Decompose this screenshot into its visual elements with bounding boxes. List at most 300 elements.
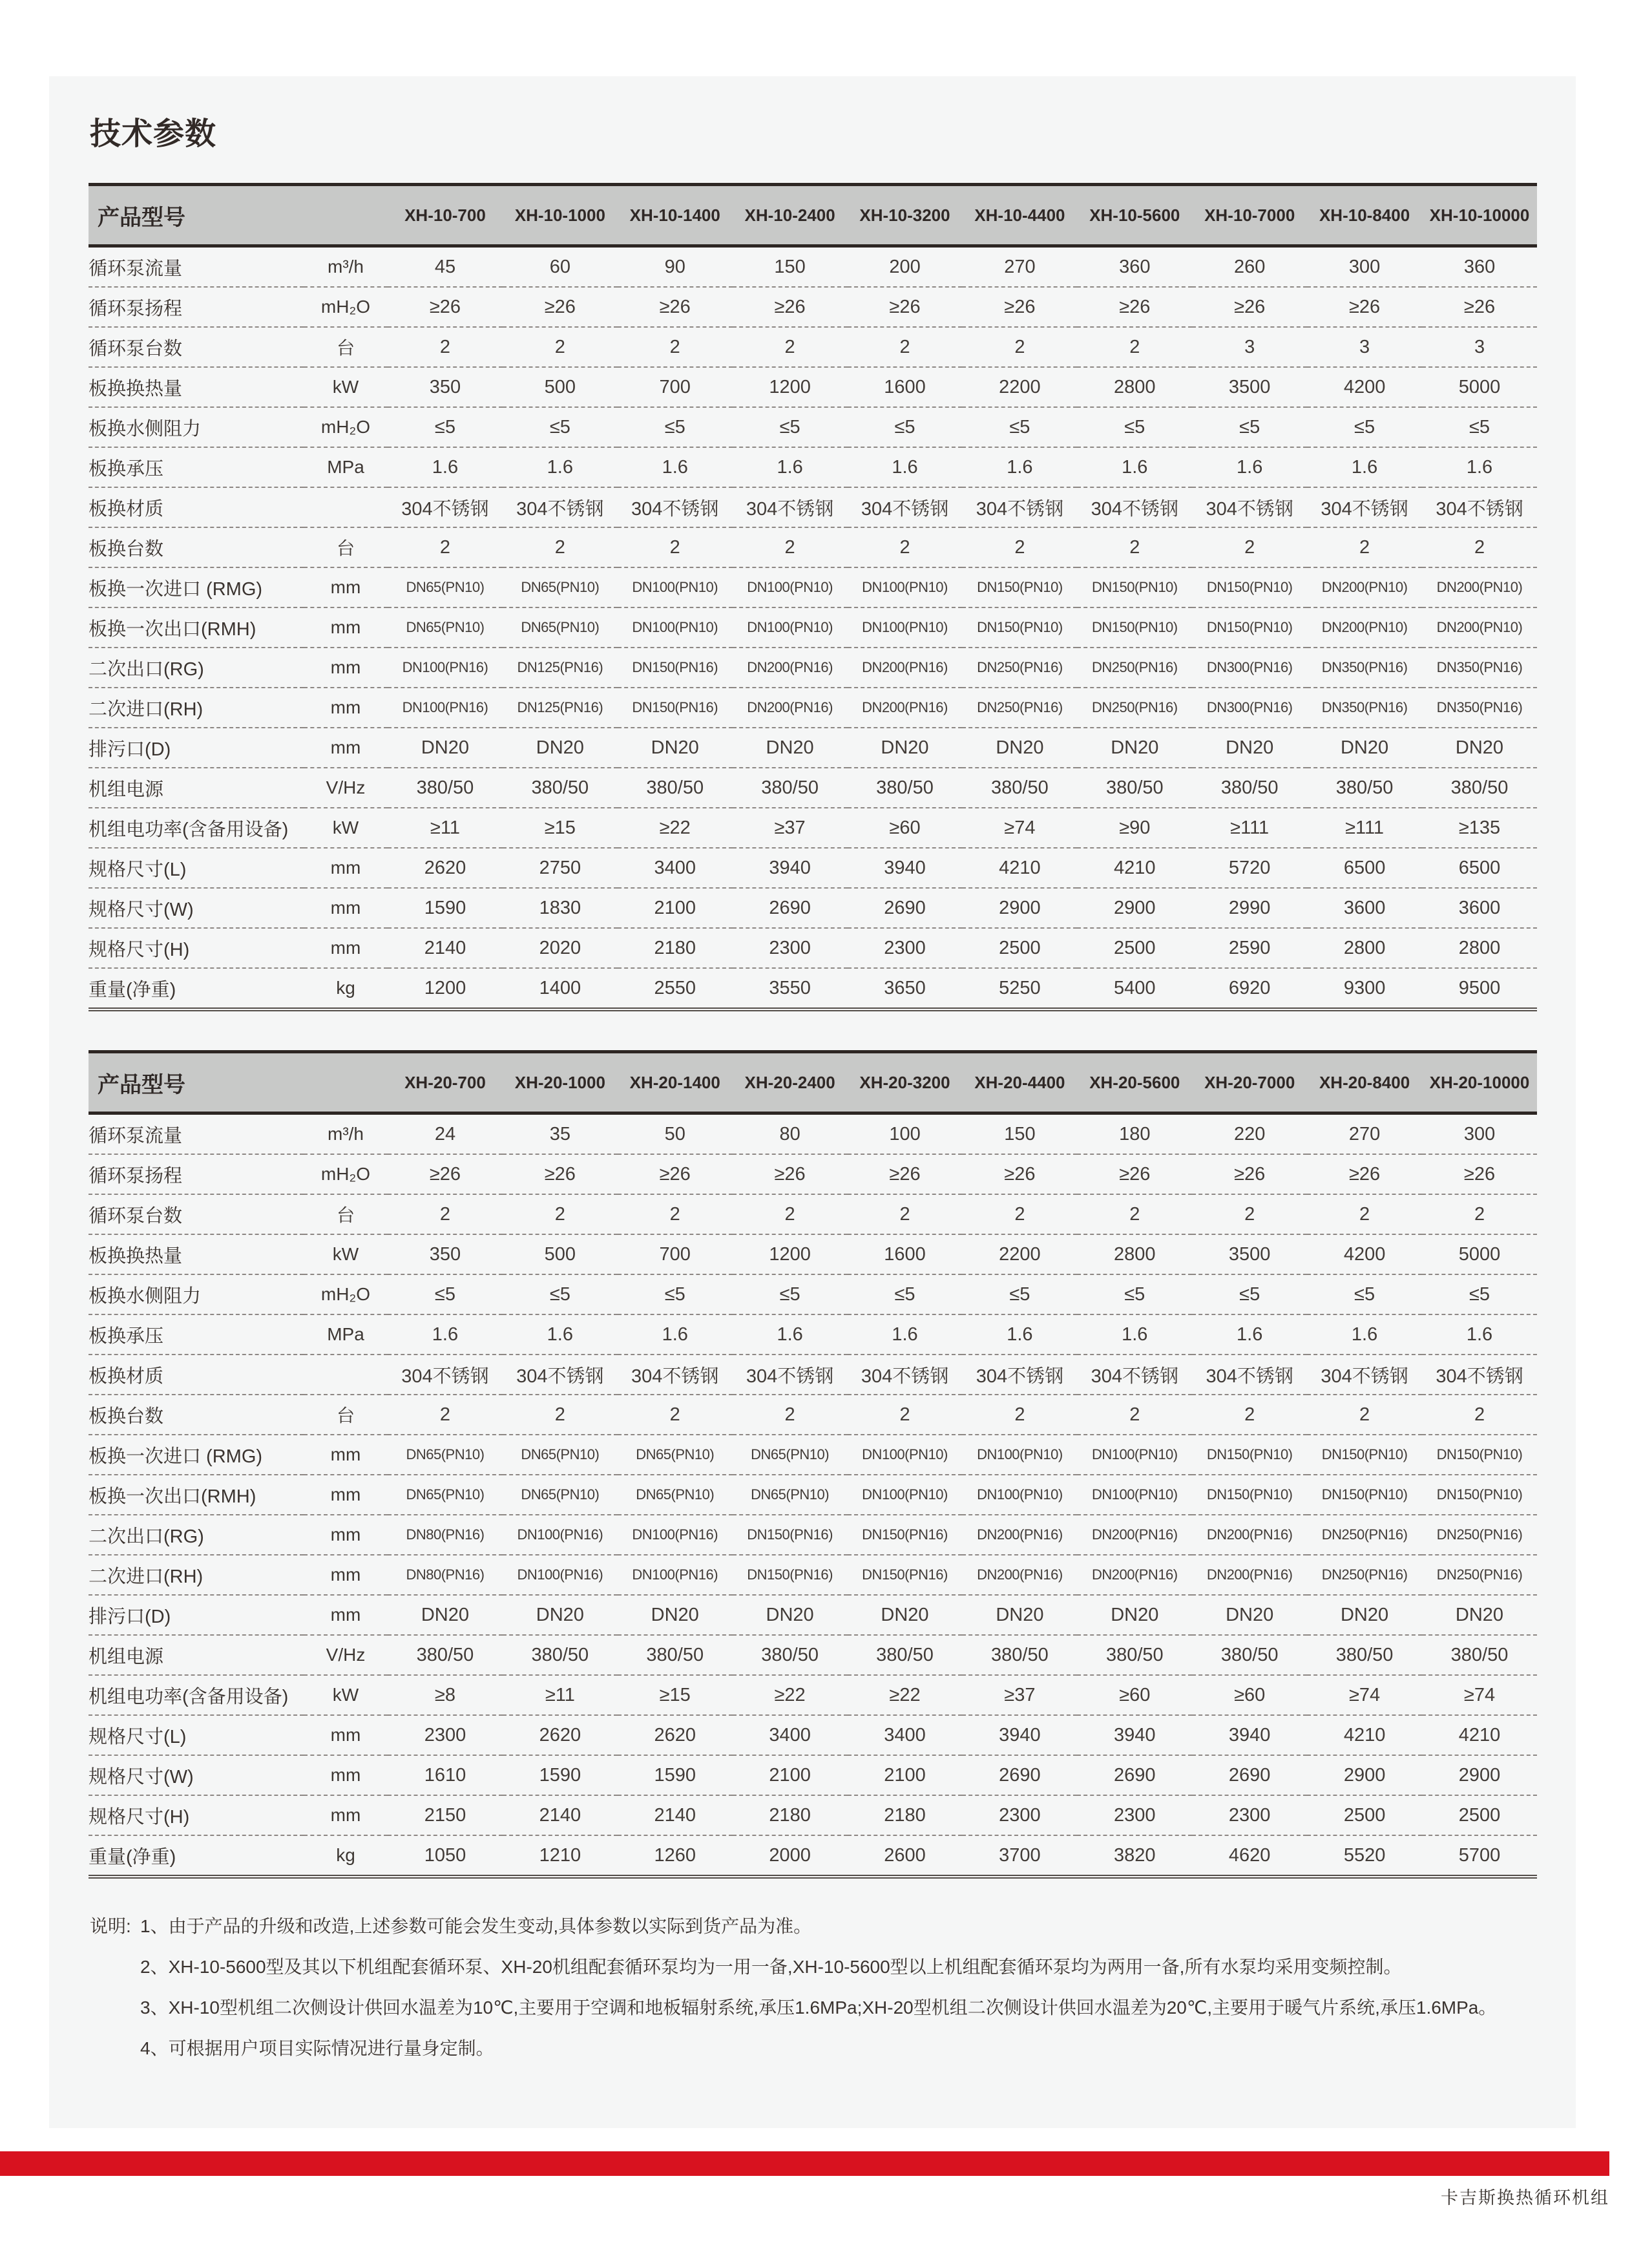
spec-row <box>89 1154 1537 1194</box>
param-value: DN20 <box>1307 728 1422 768</box>
param-value: 304不锈钢 <box>388 487 503 527</box>
param-value: 2 <box>962 1194 1077 1234</box>
param-label: 规格尺寸(W) <box>89 1755 304 1795</box>
param-value: 2200 <box>962 367 1077 407</box>
param-value: 2180 <box>618 928 733 968</box>
param-value: DN20 <box>1422 728 1537 768</box>
model-column-header: XH-10-3200 <box>848 185 963 246</box>
model-column-header: XH-20-7000 <box>1192 1052 1307 1113</box>
param-value: DN200(PN16) <box>962 1515 1077 1555</box>
model-column-header: XH-10-4400 <box>962 185 1077 246</box>
param-value: DN150(PN16) <box>848 1555 963 1595</box>
param-value: 2500 <box>1307 1795 1422 1835</box>
param-value: 304不锈钢 <box>618 1355 733 1395</box>
param-value: 304不锈钢 <box>962 1355 1077 1395</box>
param-value: ≥60 <box>848 808 963 848</box>
param-unit: V/Hz <box>304 768 388 808</box>
param-label: 规格尺寸(W) <box>89 888 304 928</box>
param-value: 2 <box>733 327 848 367</box>
spec-row <box>89 928 1537 968</box>
param-unit: mm <box>304 567 388 607</box>
param-value: ≤5 <box>848 1274 963 1314</box>
product-model-header: 产品型号 <box>89 185 304 246</box>
spec-row <box>89 1675 1537 1715</box>
param-label: 板换一次进口 (RMG) <box>89 1435 304 1475</box>
param-value: 2900 <box>1422 1755 1537 1795</box>
param-value: 3500 <box>1192 367 1307 407</box>
param-unit: mm <box>304 1515 388 1555</box>
param-label: 机组电源 <box>89 1635 304 1675</box>
param-value: 2180 <box>733 1795 848 1835</box>
param-value: 2300 <box>848 928 963 968</box>
param-value: 1.6 <box>733 1314 848 1355</box>
param-value: DN200(PN16) <box>962 1555 1077 1595</box>
param-value: DN20 <box>503 1595 618 1635</box>
notes-label: 说明: <box>90 1916 131 1936</box>
param-value: 380/50 <box>848 1635 963 1675</box>
param-unit: kW <box>304 367 388 407</box>
param-value: DN100(PN16) <box>618 1555 733 1595</box>
param-value: DN20 <box>1077 728 1192 768</box>
param-value: DN150(PN10) <box>1192 1475 1307 1515</box>
param-value: 2 <box>1192 1395 1307 1435</box>
param-value: 5400 <box>1077 968 1192 1009</box>
param-value: 1210 <box>503 1835 618 1877</box>
param-value: 2300 <box>1077 1795 1192 1835</box>
param-value: 24 <box>434 1123 456 1144</box>
param-value: DN200(PN16) <box>733 688 848 728</box>
param-value: 2690 <box>848 888 963 928</box>
param-value: ≤5 <box>1422 1274 1537 1314</box>
param-label: 板换水侧阻力 <box>89 1274 304 1314</box>
param-value: 4210 <box>1307 1715 1422 1755</box>
param-value: DN65(PN10) <box>388 1475 503 1515</box>
param-value: DN250(PN16) <box>1307 1555 1422 1595</box>
param-value: 1200 <box>388 968 503 1009</box>
param-value: 2140 <box>388 928 503 968</box>
param-value: DN100(PN10) <box>1077 1435 1192 1475</box>
param-value: DN200(PN16) <box>1192 1555 1307 1595</box>
param-value: DN65(PN10) <box>733 1475 848 1515</box>
param-unit: mm <box>304 1715 388 1755</box>
param-value: DN20 <box>503 728 618 768</box>
model-column-header: XH-20-8400 <box>1307 1052 1422 1113</box>
param-value: 6500 <box>1422 848 1537 888</box>
param-value: 3700 <box>962 1835 1077 1877</box>
param-value: ≥74 <box>1422 1675 1537 1715</box>
spec-header-row <box>89 1052 1537 1113</box>
param-value: 2500 <box>1422 1795 1537 1835</box>
param-unit: mm <box>304 728 388 768</box>
param-value: 2 <box>733 1395 848 1435</box>
param-label: 二次进口(RH) <box>89 688 304 728</box>
param-value: 2690 <box>1077 1755 1192 1795</box>
param-value: DN100(PN10) <box>733 567 848 607</box>
spec-row <box>89 1234 1537 1274</box>
param-value: 1.6 <box>962 447 1077 487</box>
param-value: ≤5 <box>733 407 848 447</box>
param-value: 260 <box>1233 256 1266 277</box>
param-value: 1.6 <box>1307 447 1422 487</box>
param-value: 2690 <box>733 888 848 928</box>
param-value: DN200(PN10) <box>1422 567 1537 607</box>
param-value: 5520 <box>1307 1835 1422 1877</box>
param-value: 2900 <box>1077 888 1192 928</box>
param-label: 板换承压 <box>89 1314 304 1355</box>
param-value: 1.6 <box>388 447 503 487</box>
param-value: DN100(PN10) <box>848 607 963 648</box>
param-value: 1.6 <box>388 1314 503 1355</box>
param-value: ≥15 <box>618 1675 733 1715</box>
param-value: 380/50 <box>962 1635 1077 1675</box>
param-value: 1.6 <box>1422 1314 1537 1355</box>
param-value: DN100(PN10) <box>962 1435 1077 1475</box>
param-value: ≥26 <box>503 287 618 327</box>
param-value: 9300 <box>1307 968 1422 1009</box>
spec-row <box>89 688 1537 728</box>
param-value: DN150(PN10) <box>1422 1435 1537 1475</box>
param-value: 4210 <box>1422 1715 1537 1755</box>
spec-row <box>89 768 1537 808</box>
param-value: DN20 <box>733 1595 848 1635</box>
param-unit: kW <box>304 1234 388 1274</box>
param-value: 2200 <box>962 1234 1077 1274</box>
param-value: 2 <box>848 327 963 367</box>
param-value: ≥22 <box>733 1675 848 1715</box>
param-label: 循环泵扬程 <box>89 1154 304 1194</box>
param-unit: 台 <box>304 327 388 367</box>
param-value: 300 <box>1348 256 1381 277</box>
note-line: 4、可根据用户项目实际情况进行量身定制。 <box>140 2038 494 2058</box>
param-label: 循环泵流量 <box>89 1125 183 1146</box>
param-value: DN200(PN16) <box>1077 1515 1192 1555</box>
param-value: ≥26 <box>1192 287 1307 327</box>
param-value: 1600 <box>848 1234 963 1274</box>
param-value: ≥111 <box>1192 808 1307 848</box>
param-value: ≥26 <box>1307 287 1422 327</box>
param-value: 1.6 <box>1192 447 1307 487</box>
param-value: 500 <box>503 367 618 407</box>
param-value: DN100(PN16) <box>503 1555 618 1595</box>
param-value: 2990 <box>1192 888 1307 928</box>
param-value: 304不锈钢 <box>1192 1355 1307 1395</box>
param-value: 3 <box>1422 327 1537 367</box>
param-value: 2600 <box>848 1835 963 1877</box>
param-value: 2 <box>848 1194 963 1234</box>
param-value: 2 <box>388 327 503 367</box>
param-value: 3 <box>1192 327 1307 367</box>
param-value: ≤5 <box>733 1274 848 1314</box>
param-value: ≥74 <box>1307 1675 1422 1715</box>
param-value: 5700 <box>1422 1835 1537 1877</box>
param-value: DN65(PN10) <box>503 607 618 648</box>
param-value: DN65(PN10) <box>733 1435 848 1475</box>
param-label: 板换换热量 <box>89 1234 304 1274</box>
param-value: 150 <box>1004 1123 1036 1144</box>
param-value: 2 <box>388 527 503 567</box>
param-value: 2 <box>388 1395 503 1435</box>
param-value: 300 <box>1463 1123 1496 1144</box>
param-unit: mm <box>304 848 388 888</box>
param-value: 1.6 <box>848 1314 963 1355</box>
param-value: 380/50 <box>503 768 618 808</box>
param-value: DN150(PN10) <box>1307 1475 1422 1515</box>
param-value: 45 <box>434 256 456 277</box>
param-unit: kg <box>304 1835 388 1877</box>
spec-row <box>89 607 1537 648</box>
spec-row <box>89 527 1537 567</box>
param-unit: mm <box>304 1755 388 1795</box>
param-value: 2100 <box>848 1755 963 1795</box>
product-model-header: 产品型号 <box>89 1052 304 1113</box>
param-value: DN20 <box>1307 1595 1422 1635</box>
param-value: ≥26 <box>733 1154 848 1194</box>
param-value: DN65(PN10) <box>388 567 503 607</box>
param-value: 3940 <box>733 848 848 888</box>
param-unit: mm <box>304 1595 388 1635</box>
spec-row <box>89 648 1537 688</box>
notes-section <box>89 1906 1537 2069</box>
param-value: 304不锈钢 <box>962 487 1077 527</box>
param-value: 2 <box>962 1395 1077 1435</box>
param-value: 1.6 <box>1422 447 1537 487</box>
param-value: ≥26 <box>388 287 503 327</box>
param-value: 180 <box>1119 1123 1151 1144</box>
param-value: DN80(PN16) <box>388 1555 503 1595</box>
param-value: ≤5 <box>1192 1274 1307 1314</box>
param-value: 2300 <box>1192 1795 1307 1835</box>
spec-row <box>89 287 1537 327</box>
param-value: DN150(PN16) <box>733 1555 848 1595</box>
param-value: ≥26 <box>962 287 1077 327</box>
param-value: ≥22 <box>618 808 733 848</box>
param-value: ≤5 <box>962 1274 1077 1314</box>
param-value: ≥15 <box>503 808 618 848</box>
spec-row <box>89 1635 1537 1675</box>
param-value: ≥11 <box>503 1675 618 1715</box>
param-value: DN20 <box>848 728 963 768</box>
param-value: 5000 <box>1422 1234 1537 1274</box>
param-value: 3400 <box>618 848 733 888</box>
param-value: 3940 <box>962 1715 1077 1755</box>
param-value: DN100(PN10) <box>848 1475 963 1515</box>
param-label: 板换水侧阻力 <box>89 407 304 447</box>
param-value: ≥26 <box>848 1154 963 1194</box>
param-value: 2 <box>1422 1395 1537 1435</box>
param-value: DN80(PN16) <box>388 1515 503 1555</box>
param-value: 2180 <box>848 1795 963 1835</box>
param-value: ≥60 <box>1077 1675 1192 1715</box>
unit-column-header <box>304 185 388 246</box>
spec-row <box>89 1835 1537 1877</box>
param-value: 2 <box>388 1194 503 1234</box>
param-value: 270 <box>1348 1123 1381 1144</box>
param-value: DN200(PN16) <box>1077 1555 1192 1595</box>
param-value: DN100(PN10) <box>733 607 848 648</box>
model-column-header: XH-20-1000 <box>503 1052 618 1113</box>
param-value: DN150(PN10) <box>962 607 1077 648</box>
param-value: 90 <box>664 256 685 277</box>
spec-row <box>89 1555 1537 1595</box>
param-value: 2150 <box>388 1795 503 1835</box>
param-value: 270 <box>1004 256 1036 277</box>
param-value: 2900 <box>1307 1755 1422 1795</box>
footer-accent-bar <box>0 2151 1609 2176</box>
param-value: 2 <box>618 1395 733 1435</box>
param-label: 板换换热量 <box>89 367 304 407</box>
param-value: DN100(PN16) <box>388 688 503 728</box>
param-value: 700 <box>618 1234 733 1274</box>
param-label: 规格尺寸(H) <box>89 928 304 968</box>
param-value: 304不锈钢 <box>618 487 733 527</box>
param-unit: mH₂O <box>304 1154 388 1194</box>
param-value: 304不锈钢 <box>503 1355 618 1395</box>
param-value: 1200 <box>733 1234 848 1274</box>
param-value: 380/50 <box>733 1635 848 1675</box>
param-value: DN250(PN16) <box>1307 1515 1422 1555</box>
param-value: 1610 <box>388 1755 503 1795</box>
param-value: 2500 <box>962 928 1077 968</box>
param-value: DN20 <box>1192 728 1307 768</box>
param-value: 304不锈钢 <box>1422 487 1537 527</box>
param-value: 304不锈钢 <box>1422 1355 1537 1395</box>
param-value: 2 <box>962 327 1077 367</box>
param-value: ≥37 <box>733 808 848 848</box>
note-line: 2、XH-10-5600型及其以下机组配套循环泵、XH-20机组配套循环泵均为一用一备,XH-10-5600型以上机组配套循环泵均为两用一备,所有水泵均采用变频控制。 <box>140 1957 1402 1977</box>
param-unit: mm <box>304 1475 388 1515</box>
param-value: DN150(PN16) <box>618 688 733 728</box>
param-value: 4200 <box>1307 367 1422 407</box>
param-value: DN65(PN10) <box>618 1475 733 1515</box>
spec-row <box>89 1475 1537 1515</box>
note-line: 3、XH-10型机组二次侧设计供回水温差为10℃,主要用于空调和地板辐射系统,承压1.6MPa;XH-20型机组二次侧设计供回水温差为20℃,主要用于暖气片系统,承压1.6MPa。 <box>140 1998 1497 2018</box>
param-value: 2750 <box>503 848 618 888</box>
param-value: DN200(PN10) <box>1307 567 1422 607</box>
param-value: ≤5 <box>1077 1274 1192 1314</box>
param-value: DN250(PN16) <box>1422 1515 1537 1555</box>
param-unit: m³/h <box>328 1124 364 1144</box>
param-value: 2 <box>503 327 618 367</box>
param-unit: mm <box>304 1555 388 1595</box>
param-value: 2300 <box>388 1715 503 1755</box>
xh-10-spec-table <box>89 183 1537 1011</box>
param-value: 380/50 <box>1307 1635 1422 1675</box>
param-label: 板换材质 <box>89 1355 304 1395</box>
param-value: DN200(PN16) <box>848 688 963 728</box>
param-value: ≤5 <box>848 407 963 447</box>
param-value: 4210 <box>1077 848 1192 888</box>
param-value: 2100 <box>733 1755 848 1795</box>
model-column-header: XH-10-7000 <box>1192 185 1307 246</box>
param-label: 板换台数 <box>89 1395 304 1435</box>
param-value: 2 <box>1422 527 1537 567</box>
param-value: 3940 <box>1192 1715 1307 1755</box>
param-value: 380/50 <box>962 768 1077 808</box>
param-value: 4210 <box>962 848 1077 888</box>
param-value: 2800 <box>1077 1234 1192 1274</box>
page-title: 技术参数 <box>90 117 217 151</box>
param-value: ≤5 <box>1077 407 1192 447</box>
param-value: DN65(PN10) <box>388 1435 503 1475</box>
param-value: 500 <box>503 1234 618 1274</box>
param-value: ≤5 <box>1192 407 1307 447</box>
param-value: 3550 <box>733 968 848 1009</box>
param-value: DN65(PN10) <box>503 1435 618 1475</box>
param-value: 1600 <box>848 367 963 407</box>
content-area <box>49 76 1576 2069</box>
spec-row <box>89 1595 1537 1635</box>
param-value: DN350(PN16) <box>1307 648 1422 688</box>
param-value: ≤5 <box>1307 407 1422 447</box>
param-value: ≤5 <box>962 407 1077 447</box>
param-value: 35 <box>549 1123 570 1144</box>
spec-row <box>89 888 1537 928</box>
content-panel <box>49 76 1576 2128</box>
param-value: ≥8 <box>388 1675 503 1715</box>
param-value: 304不锈钢 <box>848 487 963 527</box>
spec-row <box>89 1314 1537 1355</box>
param-value: DN100(PN10) <box>848 1435 963 1475</box>
param-label: 板换一次出口(RMH) <box>89 607 304 648</box>
param-value: 5250 <box>962 968 1077 1009</box>
param-value: 1.6 <box>733 447 848 487</box>
param-value: ≥26 <box>1077 287 1192 327</box>
param-value: DN150(PN10) <box>1307 1435 1422 1475</box>
param-value: ≤5 <box>618 1274 733 1314</box>
param-value: 2 <box>1077 1194 1192 1234</box>
param-value: 360 <box>1463 256 1496 277</box>
notes-list <box>140 1906 1537 2069</box>
param-value: DN100(PN16) <box>618 1515 733 1555</box>
param-label: 规格尺寸(L) <box>89 848 304 888</box>
param-value: ≥22 <box>848 1675 963 1715</box>
param-value: 2 <box>1422 1194 1537 1234</box>
param-value: 350 <box>388 1234 503 1274</box>
param-value: 2 <box>503 527 618 567</box>
param-label: 循环泵台数 <box>89 327 304 367</box>
param-value: 2 <box>503 1194 618 1234</box>
param-value: 1590 <box>618 1755 733 1795</box>
param-value: 304不锈钢 <box>848 1355 963 1395</box>
model-column-header: XH-10-10000 <box>1422 185 1537 246</box>
param-value: DN20 <box>962 1595 1077 1635</box>
param-value: 2620 <box>388 848 503 888</box>
param-label: 规格尺寸(H) <box>89 1795 304 1835</box>
param-value: 380/50 <box>618 768 733 808</box>
param-value: 380/50 <box>1077 768 1192 808</box>
param-unit: kW <box>304 1675 388 1715</box>
spec-row <box>89 1515 1537 1555</box>
param-value: 1590 <box>503 1755 618 1795</box>
param-unit: mm <box>304 888 388 928</box>
note-line: 1、由于产品的升级和改造,上述参数可能会发生变动,具体参数以实际到货产品为准。 <box>140 1916 812 1936</box>
spec-row <box>89 728 1537 768</box>
param-value: 2620 <box>503 1715 618 1755</box>
param-unit: mm <box>304 648 388 688</box>
param-unit: 台 <box>304 1395 388 1435</box>
param-value: 3500 <box>1192 1234 1307 1274</box>
param-value: 2 <box>733 1194 848 1234</box>
model-column-header: XH-10-8400 <box>1307 185 1422 246</box>
param-value: 3940 <box>1077 1715 1192 1755</box>
param-value: 2 <box>1307 1395 1422 1435</box>
param-value: 2 <box>503 1395 618 1435</box>
param-value: DN65(PN10) <box>388 607 503 648</box>
param-value: DN350(PN16) <box>1307 688 1422 728</box>
param-value: 150 <box>774 256 806 277</box>
param-value: DN100(PN16) <box>503 1515 618 1555</box>
param-value: 2900 <box>962 888 1077 928</box>
